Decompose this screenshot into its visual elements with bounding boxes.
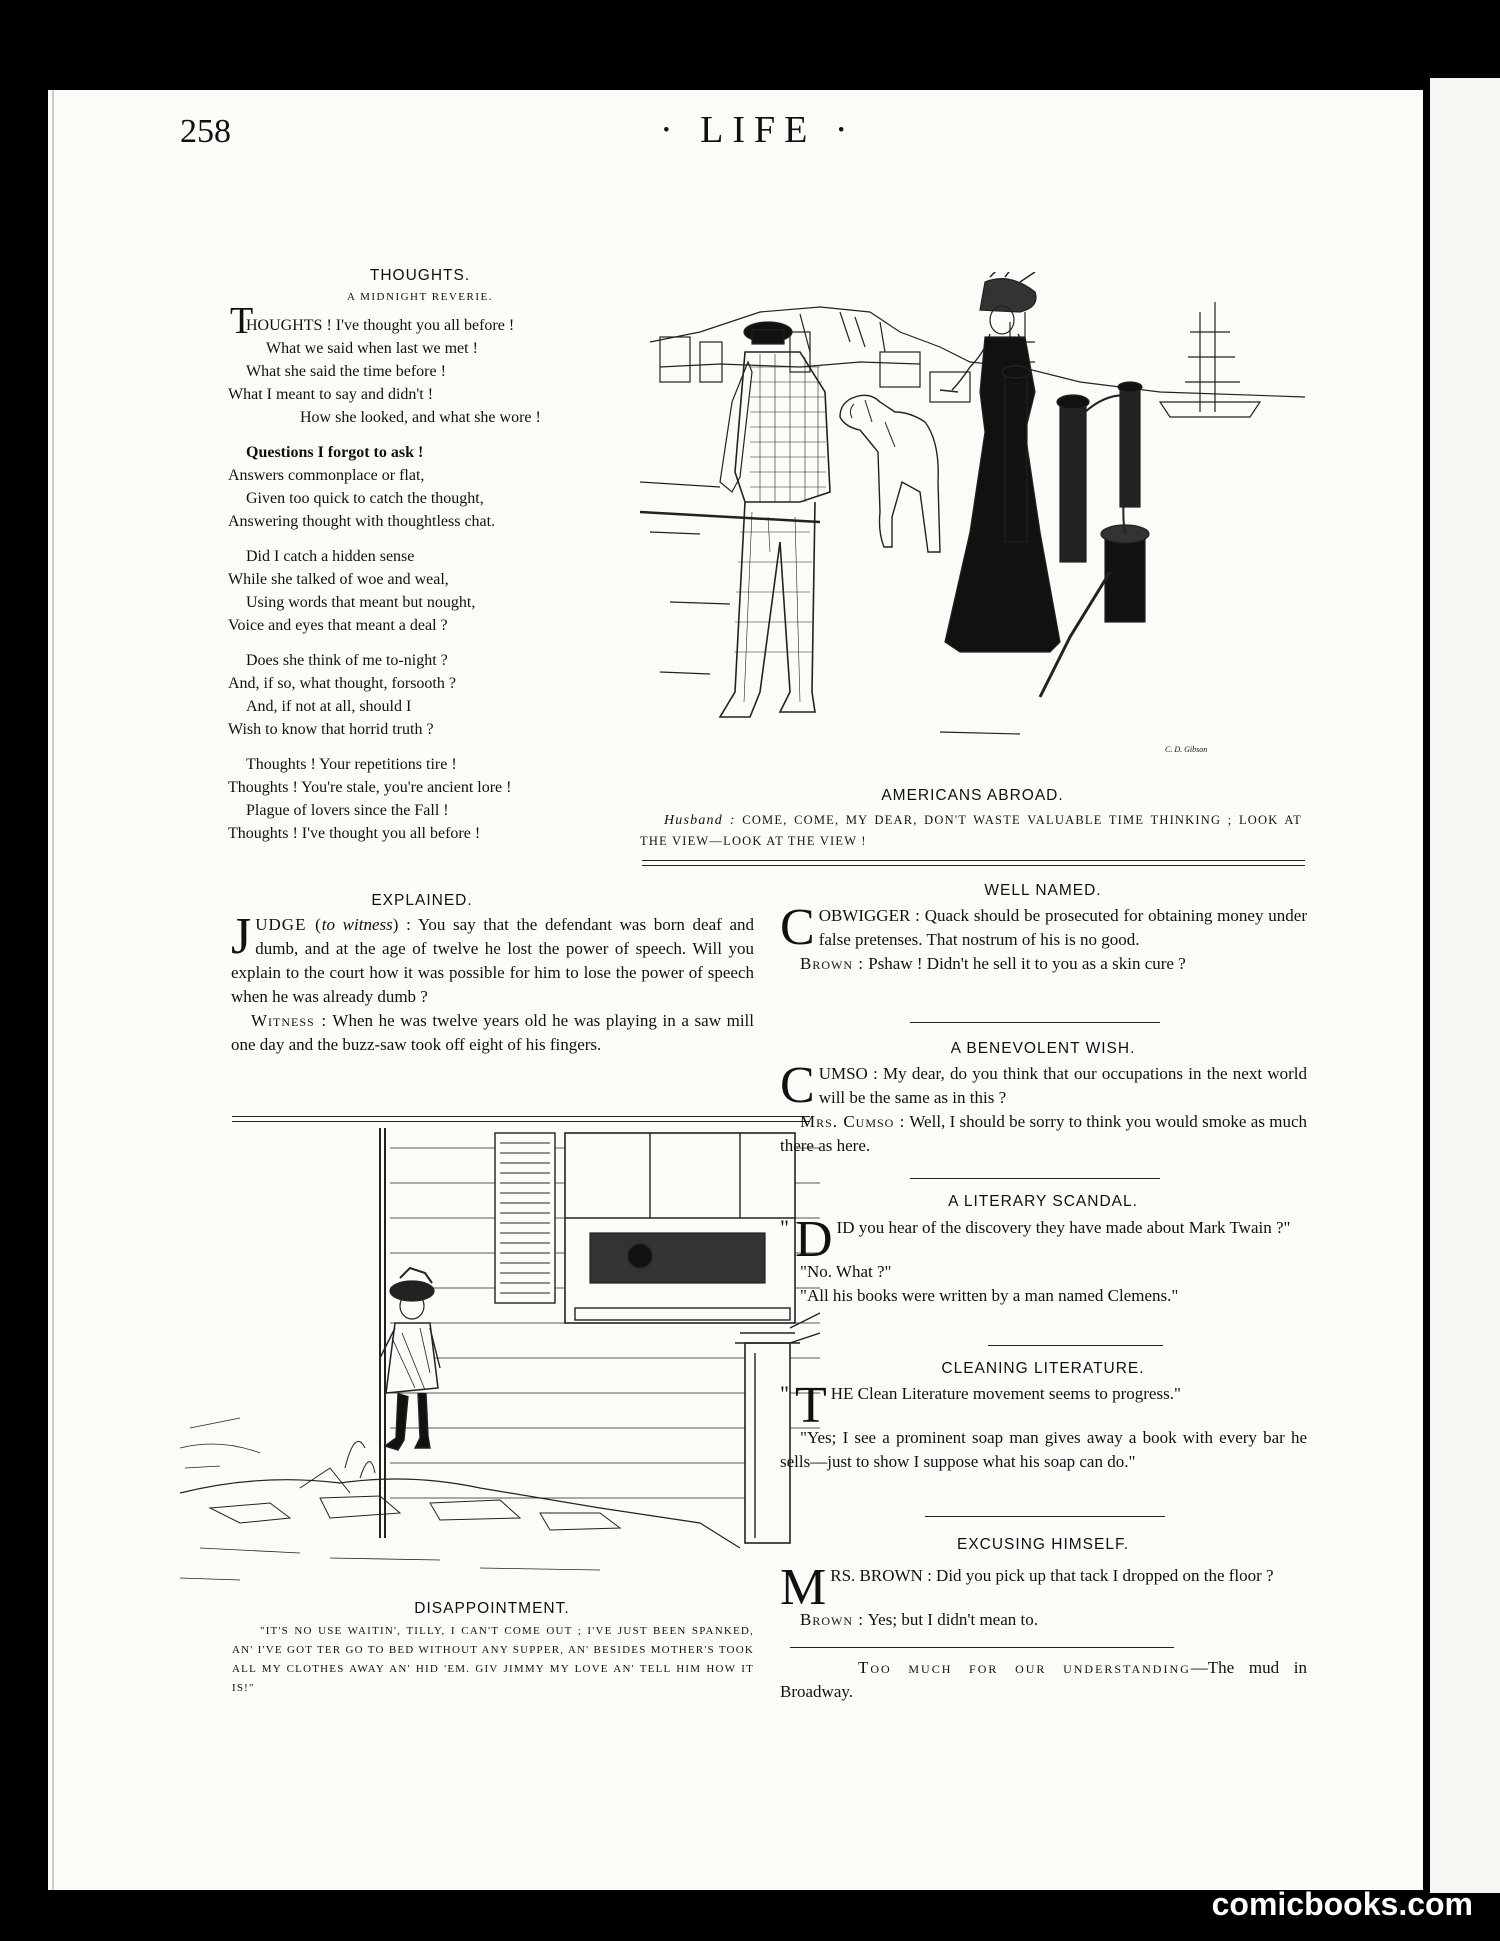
explained-article [231, 908, 754, 1057]
poem-line: Wish to know that horrid truth ? [228, 721, 434, 738]
explained-italic: to witness [321, 915, 393, 934]
disappointment-title: DISAPPOINTMENT. [414, 1600, 570, 1617]
adjacent-page-edge [1430, 78, 1500, 1893]
americans-abroad-illustration [640, 272, 1305, 777]
americans-abroad-caption [640, 810, 1302, 851]
poem-line: HOUGHTS ! I've thought you all before ! [246, 317, 515, 334]
too-much-lead: Too much for our understanding [858, 1658, 1191, 1677]
explained-text: ) : You say that the defendant was born deaf and dumb, and at the age of twelve he lost the power of speech. Will you explain to the court how it was possible for him to lose the power of speech when he was already dumb ? [231, 915, 754, 1006]
dropcap: C [780, 1057, 815, 1114]
section-rule [910, 1022, 1160, 1023]
cleaning-literature-title: CLEANING LITERATURE. [941, 1360, 1145, 1377]
poem-line: Answering thought with thoughtless chat. [228, 513, 496, 530]
poem-line: What I meant to say and didn't ! [228, 386, 434, 403]
poem-line: Thoughts ! Your repetitions tire ! [246, 756, 457, 773]
poem-line: Plague of lovers since the Fall ! [246, 802, 449, 819]
literary-scandal-title: A LITERARY SCANDAL. [948, 1193, 1138, 1210]
cleaning-literature-article [780, 1377, 1307, 1474]
poem-line: Given too quick to catch the thought, [246, 490, 484, 507]
caption-speaker: Husband : [664, 813, 736, 828]
too-much-text: —The mud in Broadway. [780, 1658, 1307, 1701]
thoughts-poem [228, 300, 620, 845]
well-named-article [780, 899, 1307, 976]
well-named-text: OBWIGGER : Quack should be prosecuted for obtaining money under false pretenses. That nostrum of his is no good. [818, 906, 1307, 949]
poem-line: Answers commonplace or flat, [228, 467, 425, 484]
cleaning-literature-reply: "Yes; I see a prominent soap man gives away a book with every bar he sells—just to show I suppose what his soap can do." [780, 1428, 1307, 1471]
caption-text: COME, COME, MY DEAR, DON'T WASTE VALUABLE TIME THINKING ; LOOK AT THE VIEW—LOOK AT THE VIEW ! [640, 813, 1302, 848]
well-named-reply: Pshaw ! Didn't he sell it to you as a skin cure ? [868, 954, 1186, 973]
poem-line: Does she think of me to-night ? [246, 652, 448, 669]
open-quote: " [780, 1381, 789, 1406]
dropcap: D [794, 1211, 833, 1268]
section-rule [642, 860, 1305, 866]
excusing-himself-title: EXCUSING HIMSELF. [956, 1536, 1130, 1553]
poem-line: Using words that meant but nought, [246, 594, 476, 611]
benevolent-wish-text: UMSO : My dear, do you think that our occupations in the next world will be the same as in this ? [818, 1064, 1307, 1107]
section-rule [988, 1345, 1163, 1346]
excusing-himself-reply: Yes; but I didn't mean to. [867, 1610, 1038, 1629]
benevolent-wish-article [780, 1057, 1307, 1158]
poem-line: Thoughts ! I've thought you all before ! [228, 825, 481, 842]
speaker: Brown : [800, 954, 864, 973]
benevolent-wish-title: A BENEVOLENT WISH. [950, 1040, 1136, 1057]
artist-signature: C. D. Gibson [1165, 745, 1208, 754]
section-rule [232, 1116, 810, 1122]
poem-line: Questions I forgot to ask ! [246, 444, 424, 461]
open-quote: " [780, 1215, 789, 1240]
disappointment-caption: "IT'S NO USE WAITIN', TILLY, I CAN'T COME OUT ; I'VE JUST BEEN SPANKED, AN' I'VE GOT TER GO TO BED WITHOUT ANY SUPPER, AN' BESIDES MOTHER'S TOOK ALL MY CLOTHES AWAY AN' HID 'EM. GIV JIMMY MY LOVE AN' TELL HIM HOW IT IS!" [232, 1625, 754, 1694]
poem-line: What she said the time before ! [246, 363, 446, 380]
explained-title: EXPLAINED. [371, 892, 473, 909]
too-much-article [780, 1656, 1307, 1704]
explained-lead: UDGE ( [255, 915, 322, 934]
section-rule [925, 1516, 1165, 1517]
poem-line: What we said when last we met ! [266, 340, 478, 357]
cleaning-literature-text: HE Clean Literature movement seems to progress." [830, 1384, 1181, 1403]
poem-line: Thoughts ! You're stale, you're ancient lore ! [228, 779, 512, 796]
dropcap: M [780, 1559, 827, 1616]
excusing-himself-article [780, 1559, 1307, 1632]
poem-line: And, if not at all, should I [246, 698, 412, 715]
benevolent-wish-reply: Well, I should be sorry to think you would smoke as much there as here. [780, 1112, 1307, 1155]
poem-line: While she talked of woe and weal, [228, 571, 449, 588]
section-rule [910, 1178, 1160, 1179]
dropcap: T [794, 1377, 827, 1434]
section-rule [790, 1647, 1174, 1648]
excusing-himself-text: RS. BROWN : Did you pick up that tack I dropped on the floor ? [830, 1566, 1274, 1585]
site-watermark: comicbooks.com [1211, 1886, 1473, 1922]
literary-scandal-text: ID you hear of the discovery they have made about Mark Twain ?" [836, 1218, 1291, 1237]
speaker: Witness : [251, 1011, 328, 1030]
poem-line: Did I catch a hidden sense [246, 548, 415, 565]
poem-line: Voice and eyes that meant a deal ? [228, 617, 448, 634]
page-number: 258 [180, 113, 231, 150]
dropcap: J [231, 908, 252, 965]
well-named-title: WELL NAMED. [984, 882, 1102, 899]
thoughts-title: THOUGHTS. [369, 267, 471, 284]
disappointment-illustration [180, 1128, 820, 1593]
americans-abroad-title: AMERICANS ABROAD. [881, 787, 1064, 804]
dropcap: T [230, 300, 254, 342]
speaker: Mrs. Cumso : [800, 1112, 906, 1131]
thoughts-subtitle: A MIDNIGHT REVERIE. [347, 291, 493, 303]
speaker: Brown : [800, 1610, 864, 1629]
literary-scandal-answer: "All his books were written by a man named Clemens." [800, 1286, 1179, 1305]
literary-scandal-reply: "No. What ?" [800, 1262, 892, 1281]
masthead-title: · LIFE · [660, 109, 857, 151]
poem-line: How she looked, and what she wore ! [300, 409, 541, 426]
dropcap: C [780, 899, 815, 956]
poem-line: And, if so, what thought, forsooth ? [228, 675, 456, 692]
explained-answer: When he was twelve years old he was playing in a saw mill one day and the buzz-saw took off eight of his fingers. [231, 1011, 754, 1054]
literary-scandal-article [780, 1211, 1307, 1308]
